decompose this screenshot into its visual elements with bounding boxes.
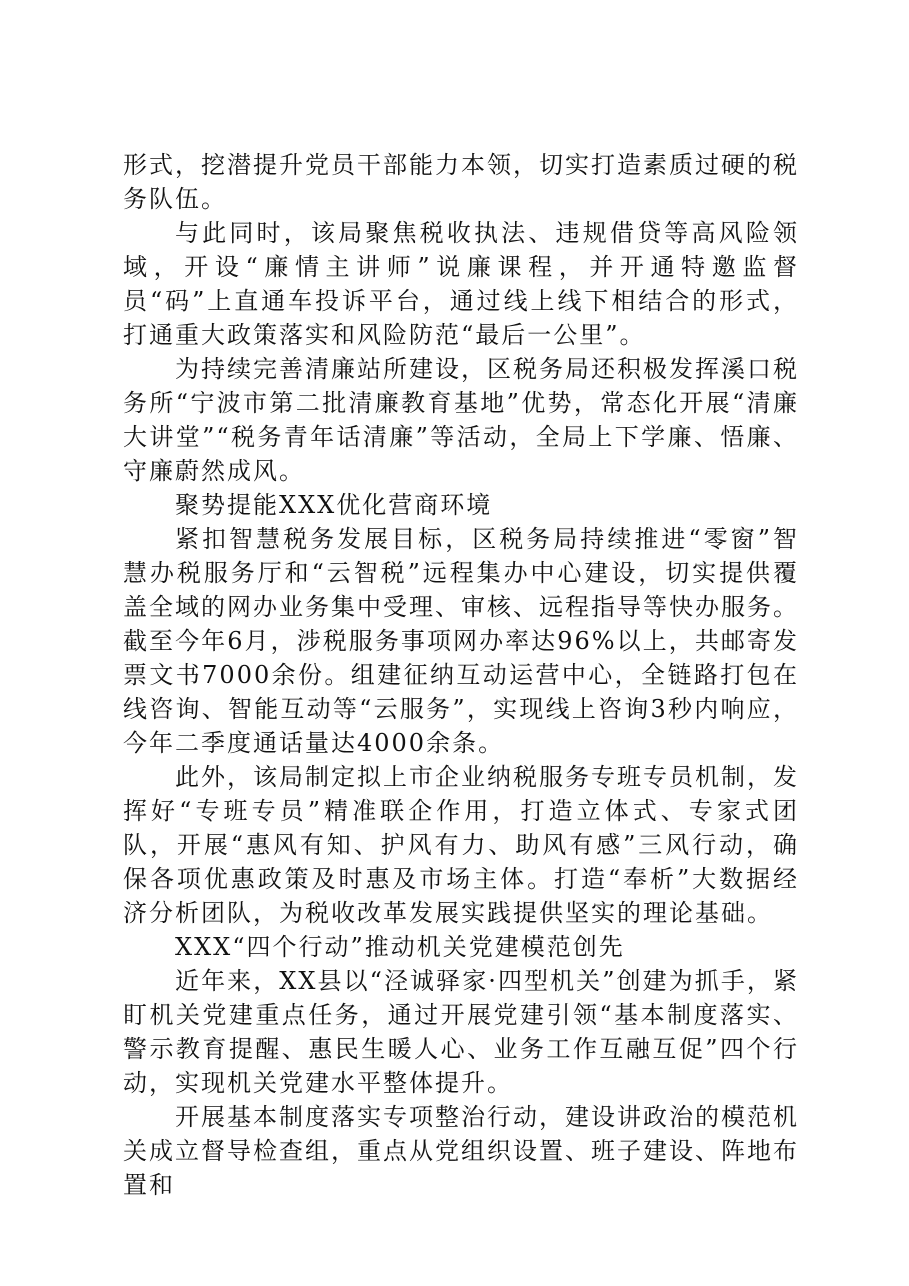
section-heading-2: XXX“四个行动”推动机关党建模范创先 bbox=[175, 933, 625, 961]
document-body bbox=[123, 148, 799, 1202]
paragraph-4: 紧扣智慧税务发展目标，区税务局持续推进“零窗”智慧办税服务厅和“云智税”远程集办中心建设，切实提供覆盖全域的网办业务集中受理、审核、远程指导等快办服务。截至今年6月，涉税服务事项网办率达96%以上，共邮寄发票文书7000余份。组建征纳互动运营中心，全链路打包在线咨询、智能互动等“云服务”，实现线上咨询3秒内响应，今年二季度通话量达4000余条。 bbox=[123, 525, 799, 757]
paragraph-1: 形式，挖潜提升党员干部能力本领，切实打造素质过硬的税务队伍。 bbox=[123, 151, 799, 213]
section-heading-1: 聚势提能XXX优化营商环境 bbox=[175, 491, 493, 519]
paragraph-6: 近年来，XX县以“泾诚驿家·四型机关”创建为抓手，紧盯机关党建重点任务，通过开展党建引领“基本制度落实、警示教育提醒、惠民生暖人心、业务工作互融互促”四个行动，实现机关党建水平整体提升。 bbox=[123, 967, 799, 1097]
paragraph-3: 为持续完善清廉站所建设，区税务局还积极发挥溪口税务所“宁波市第二批清廉教育基地”优势，常态化开展“清廉大讲堂”“税务青年话清廉”等活动，全局上下学廉、悟廉、守廉蔚然成风。 bbox=[123, 355, 799, 485]
paragraph-2: 与此同时，该局聚焦税收执法、违规借贷等高风险领域，开设“廉情主讲师”说廉课程，并开通特邀监督员“码”上直通车投诉平台，通过线上线下相结合的形式，打通重大政策落实和风险防范“最后一公里”。 bbox=[123, 219, 799, 349]
paragraph-5: 此外，该局制定拟上市企业纳税服务专班专员机制，发挥好“专班专员”精准联企作用，打造立体式、专家式团队，开展“惠风有知、护风有力、助风有感”三风行动，确保各项优惠政策及时惠及市场主体。打造“奉析”大数据经济分析团队，为税收改革发展实践提供坚实的理论基础。 bbox=[123, 763, 799, 927]
paragraph-7: 开展基本制度落实专项整治行动，建设讲政治的模范机关成立督导检查组，重点从党组织设置、班子建设、阵地布置和 bbox=[123, 1103, 799, 1199]
